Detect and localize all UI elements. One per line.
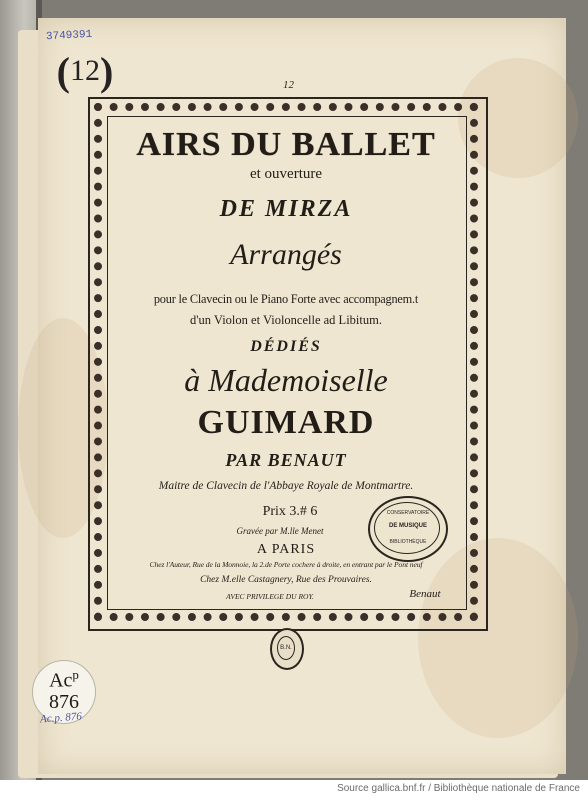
signature: Benaut [409,588,441,600]
shelf-label-line2: 876 [49,691,79,713]
dedicated-heading: DÉDIÉS [250,338,322,355]
composer-title: Maitre de Clavecin de l'Abbaye Royale de Montmartre. [158,480,414,492]
shelf-label-sup: p [72,667,79,682]
instrumentation-line-2: d'un Violon et Violoncelle ad Libitum. [190,313,382,327]
city: A PARIS [256,542,316,557]
instrumentation-line-1: pour le Clavecin ou le Piano Forte avec accompagnem.t [153,292,419,306]
title: AIRS DU BALLET [136,126,436,163]
address-line-1: Chez l'Auteur, Rue de la Monnoie, la 2.de Porte cochere à droite, en entrant par le Pont neuf [149,560,423,569]
dedicatee-name: GUIMARD [197,404,375,441]
and-overture: et ouverture [249,166,323,182]
shelfmark-bottom: Ac.p. 876 [39,710,83,726]
to-mademoiselle: à Mademoiselle [184,362,388,398]
item-number: ( 12 ) [56,48,114,94]
item-number-text: 12 [70,54,100,87]
library-seal-text: B.N. [277,636,295,660]
arranged-heading: Arrangés [230,238,342,271]
engraver: Gravée par M.lle Menet [236,526,324,536]
address-line-2: Chez M.elle Castagnery, Rue des Prouvaires. [200,575,372,585]
stamp-middle-text: DE MUSIQUE [388,523,427,529]
page-number: 12 [283,79,294,91]
library-seal [270,628,304,670]
stamp-bottom-text: BIBLIOTHÈQUE [389,539,427,545]
stamp-top-text: CONSERVATOIRE [386,510,430,516]
shelf-label-line1: Ac [49,669,73,692]
privilege: AVEC PRIVILEGE DU ROY. [226,592,314,601]
source-credit: Source gallica.bnf.fr / Bibliothèque nationale de France [337,783,580,794]
price: Prix 3.# 6 [262,504,318,519]
composer: PAR BENAUT [225,450,347,470]
shelfmark-top: 3749391 [45,28,93,44]
work-title: DE MIRZA [219,196,353,222]
